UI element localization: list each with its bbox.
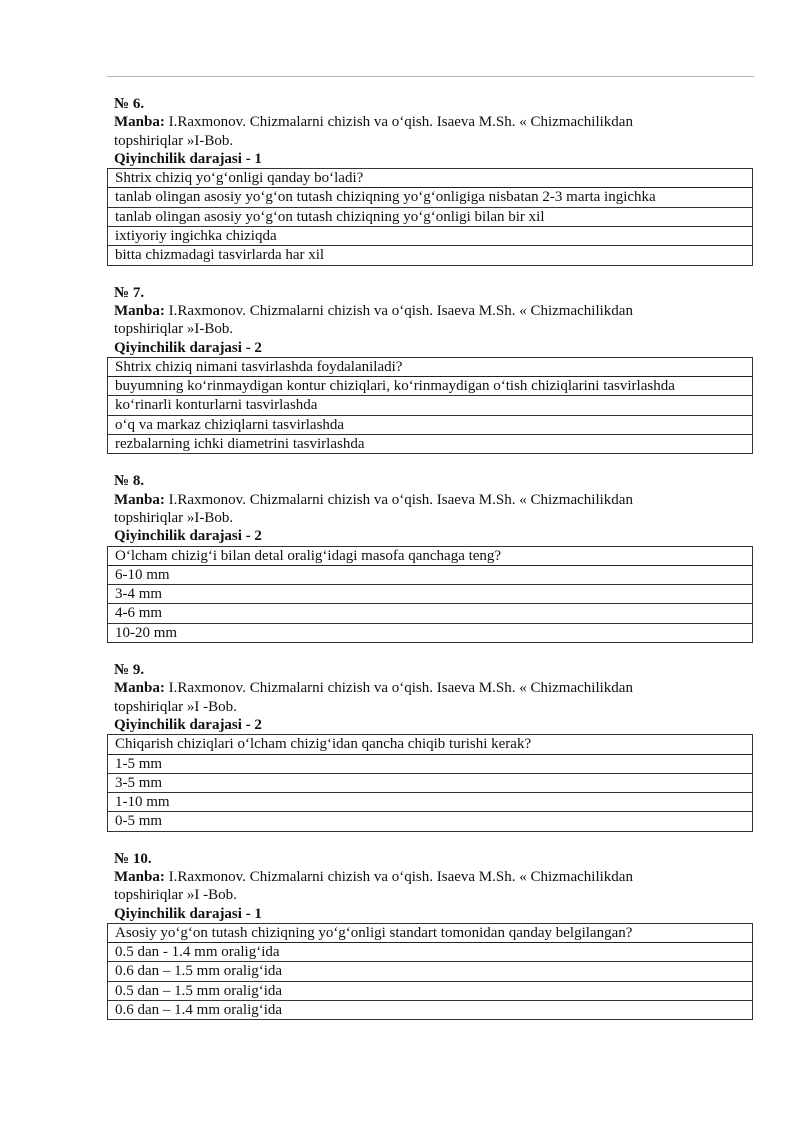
answer-option-1: 1-5 mm (108, 754, 753, 773)
source-line (114, 868, 754, 886)
answer-option-3: 1-10 mm (108, 793, 753, 812)
answer-option-3: 0.5 dan – 1.5 mm oralig‘ida (108, 981, 753, 1000)
question-table (107, 923, 753, 1020)
question-row (108, 735, 753, 754)
answer-option-1: tanlab olingan asosiy yo‘g‘on tutash chiziqning yo‘g‘onligiga nisbatan 2-3 marta ingichka (108, 188, 753, 207)
question-number: № 8. (114, 473, 145, 490)
source-line (114, 302, 754, 320)
answer-row (108, 1001, 753, 1020)
answer-row (108, 604, 753, 623)
answer-row (108, 435, 753, 454)
source-label: Manba: (114, 491, 165, 508)
answer-row (108, 981, 753, 1000)
source-label: Manba: (114, 680, 165, 697)
answer-option-4: rezbalarning ichki diametrini tasvirlashda (108, 435, 753, 454)
answer-row (108, 793, 753, 812)
source-label: Manba: (114, 868, 165, 885)
question-text: Asosiy yo‘g‘on tutash chiziqning yo‘g‘onligi standart tomonidan qanday belgilangan? (108, 923, 753, 942)
difficulty-level: Qiyinchilik darajasi - 2 (114, 716, 262, 733)
question-text: O‘lcham chizig‘i bilan detal oralig‘idagi masofa qanchaga teng? (108, 546, 753, 565)
question-block-9 (114, 661, 754, 832)
source-line (114, 679, 754, 697)
answer-option-3: 4-6 mm (108, 604, 753, 623)
answer-row (108, 943, 753, 962)
answer-row (108, 377, 753, 396)
source-text-continued: topshiriqlar »I-Bob. (114, 132, 234, 149)
source-text: I.Raxmonov. Chizmalarni chizish va o‘qish. Isaeva M.Sh. « Chizmachilikdan (164, 114, 633, 131)
question-row (108, 169, 753, 188)
answer-option-1: buyumning ko‘rinmaydigan kontur chiziqlari, ko‘rinmaydigan o‘tish chiziqlarini tasvirlashda (108, 377, 753, 396)
source-text: I.Raxmonov. Chizmalarni chizish va o‘qish. Isaeva M.Sh. « Chizmachilikdan (164, 302, 633, 319)
question-number: № 10. (114, 850, 152, 867)
question-row (108, 357, 753, 376)
answer-option-2: 0.6 dan – 1.5 mm oralig‘ida (108, 962, 753, 981)
answer-option-2: tanlab olingan asosiy yo‘g‘on tutash chiziqning yo‘g‘onligi bilan bir xil (108, 207, 753, 226)
answer-row (108, 754, 753, 773)
question-number: № 9. (114, 662, 145, 679)
answer-row (108, 415, 753, 434)
question-text: Shtrix chiziq yo‘g‘onligi qanday bo‘ladi? (108, 169, 753, 188)
question-table (107, 546, 753, 643)
answer-option-4: 10-20 mm (108, 623, 753, 642)
question-row (108, 546, 753, 565)
difficulty-level: Qiyinchilik darajasi - 1 (114, 905, 262, 922)
answer-row (108, 962, 753, 981)
question-row (108, 923, 753, 942)
answer-option-4: 0-5 mm (108, 812, 753, 831)
question-table (107, 357, 753, 454)
question-table (107, 168, 753, 265)
answer-option-2: 3-4 mm (108, 585, 753, 604)
source-line (114, 113, 754, 131)
question-table (107, 734, 753, 831)
answer-row (108, 812, 753, 831)
source-text: I.Raxmonov. Chizmalarni chizish va o‘qish. Isaeva M.Sh. « Chizmachilikdan (164, 491, 633, 508)
question-block-8 (114, 472, 754, 643)
question-block-6 (114, 95, 754, 266)
answer-row (108, 565, 753, 584)
answer-option-3: o‘q va markaz chiziqlarni tasvirlashda (108, 415, 753, 434)
answer-row (108, 207, 753, 226)
question-number: № 7. (114, 284, 145, 301)
source-text: I.Raxmonov. Chizmalarni chizish va o‘qish. Isaeva M.Sh. « Chizmachilikdan (164, 680, 633, 697)
answer-row (108, 623, 753, 642)
question-number: № 6. (114, 96, 145, 112)
answer-row (108, 396, 753, 415)
question-block-10 (114, 850, 754, 1021)
answer-row (108, 227, 753, 246)
answer-row (108, 585, 753, 604)
question-text: Chiqarish chiziqlari o‘lcham chizig‘idan qancha chiqib turishi kerak? (108, 735, 753, 754)
question-block-7 (114, 284, 754, 455)
answer-row (108, 246, 753, 265)
source-text: I.Raxmonov. Chizmalarni chizish va o‘qish. Isaeva M.Sh. « Chizmachilikdan (164, 868, 633, 885)
answer-row (108, 773, 753, 792)
source-text-continued: topshiriqlar »I-Bob. (114, 509, 234, 526)
answer-row (108, 188, 753, 207)
source-text-continued: topshiriqlar »I -Bob. (114, 887, 237, 904)
header-rule (107, 76, 754, 77)
answer-option-1: 0.5 dan - 1.4 mm oralig‘ida (108, 943, 753, 962)
source-text-continued: topshiriqlar »I -Bob. (114, 698, 237, 715)
source-text-continued: topshiriqlar »I-Bob. (114, 321, 234, 338)
difficulty-level: Qiyinchilik darajasi - 1 (114, 150, 262, 167)
answer-option-3: ixtiyoriy ingichka chiziqda (108, 227, 753, 246)
question-text: Shtrix chiziq nimani tasvirlashda foydalaniladi? (108, 357, 753, 376)
answer-option-4: bitta chizmadagi tasvirlarda har xil (108, 246, 753, 265)
answer-option-4: 0.6 dan – 1.4 mm oralig‘ida (108, 1001, 753, 1020)
source-label: Manba: (114, 114, 165, 131)
source-label: Manba: (114, 302, 165, 319)
answer-option-2: 3-5 mm (108, 773, 753, 792)
answer-option-1: 6-10 mm (108, 565, 753, 584)
source-line (114, 491, 754, 509)
question-list (114, 95, 754, 1038)
difficulty-level: Qiyinchilik darajasi - 2 (114, 339, 262, 356)
difficulty-level: Qiyinchilik darajasi - 2 (114, 528, 262, 545)
answer-option-2: ko‘rinarli konturlarni tasvirlashda (108, 396, 753, 415)
